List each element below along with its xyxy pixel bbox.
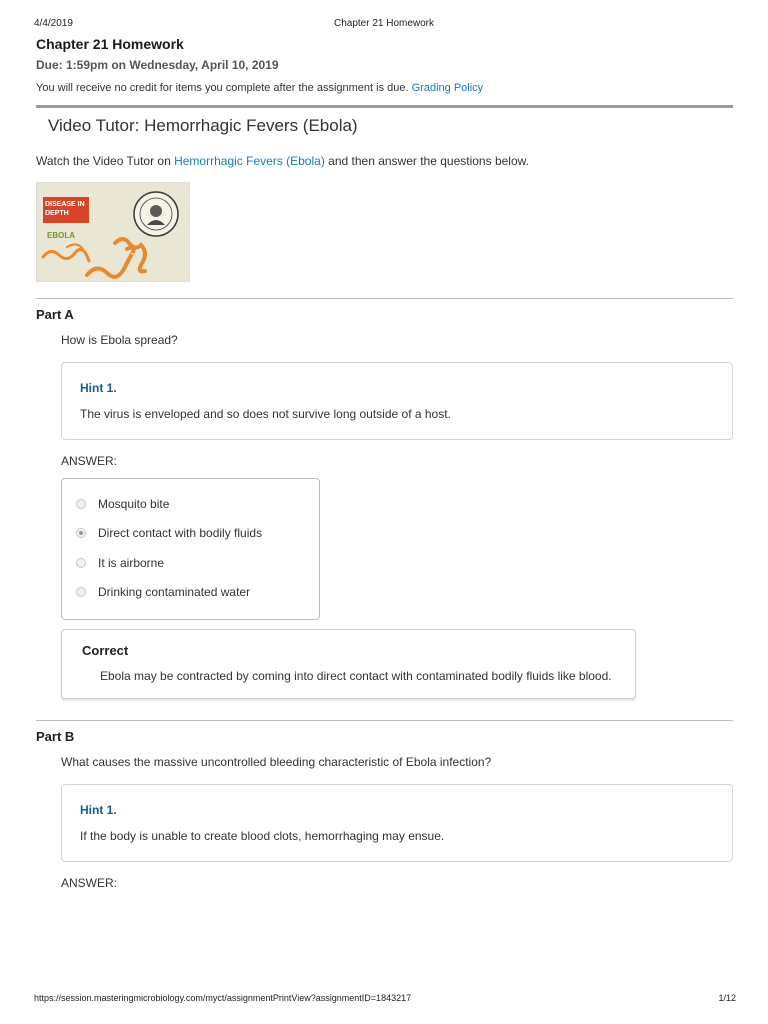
answer-choice-label: Mosquito bite [98,497,170,511]
part-b-label: Part B [36,729,75,744]
part-a-hint-box [61,362,733,440]
part-a-question: How is Ebola spread? [61,333,178,347]
video-instructions [36,154,529,168]
feedback-title: Correct [82,643,129,658]
watch-prefix: Watch the Video Tutor on [36,154,171,168]
part-a-hint-title[interactable]: Hint 1. [80,381,117,395]
video-tutor-title: Video Tutor: Hemorrhagic Fevers (Ebola) [48,116,358,135]
answer-choice[interactable] [76,524,262,542]
feedback-text: Ebola may be contracted by coming into direct contact with contaminated bodily fluids like blood. [100,669,612,683]
part-a-answer-label: ANSWER: [61,454,118,468]
thumbnail-label: EBOLA [47,231,75,240]
notice-text: You will receive no credit for items you complete after the assignment is due. [36,82,409,94]
part-a-label: Part A [36,307,74,322]
part-b-hint-title[interactable]: Hint 1. [80,803,117,817]
thumbnail-tag: DISEASE IN DEPTH [43,197,89,223]
radio-selected[interactable] [76,528,86,538]
part-b-hint-text: If the body is unable to create blood clots, hemorrhaging may ensue. [80,829,445,843]
print-date: 4/4/2019 [34,18,73,29]
watch-suffix: and then answer the questions below. [328,154,529,168]
assignment-title: Chapter 21 Homework [36,36,184,52]
late-credit-notice [36,82,483,94]
section-divider [36,298,733,299]
answer-choice[interactable] [76,495,169,513]
header-divider [36,105,733,108]
radio-unselected[interactable] [76,558,86,568]
part-b-question: What causes the massive uncontrolled bleeding characteristic of Ebola infection? [61,755,492,769]
part-b-answer-label: ANSWER: [61,876,118,890]
answer-choice-label: Drinking contaminated water [98,585,251,599]
answer-choice-label: It is airborne [98,556,165,570]
ebola-virus-illustration [37,183,190,282]
part-b-hint-box [61,784,733,862]
answer-choice-label: Direct contact with bodily fluids [98,526,263,540]
due-date: Due: 1:59pm on Wednesday, April 10, 2019 [36,58,279,72]
section-divider [36,720,733,721]
answer-choice[interactable] [76,583,250,601]
answer-choice[interactable] [76,554,164,572]
radio-unselected[interactable] [76,587,86,597]
radio-unselected[interactable] [76,499,86,509]
video-tutor-link[interactable]: Hemorrhagic Fevers (Ebola) [174,154,325,168]
page-number: 1/12 [718,993,736,1003]
video-thumbnail[interactable] [36,182,190,282]
grading-policy-link[interactable]: Grading Policy [411,82,484,94]
part-a-answer-choices [61,478,320,620]
print-footer-url: https://session.masteringmicrobiology.com/myct/assignmentPrintView?assignmentID=1843217 [34,993,412,1003]
print-header-title: Chapter 21 Homework [333,18,435,29]
part-a-hint-text: The virus is enveloped and so does not survive long outside of a host. [80,407,451,421]
part-a-feedback-box [61,629,636,699]
